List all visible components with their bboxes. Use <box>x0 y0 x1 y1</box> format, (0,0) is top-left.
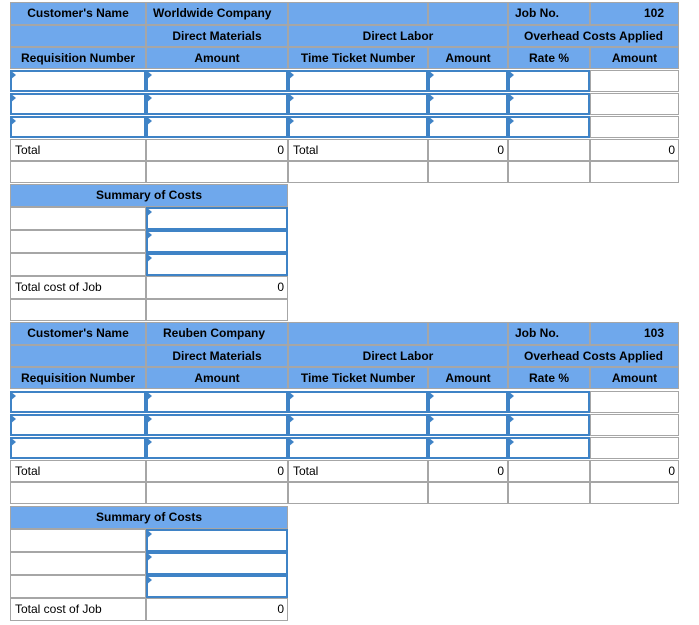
blank-cell <box>590 482 679 504</box>
summary-label-cell <box>10 552 146 575</box>
total-cost-of-job-label: Total cost of Job <box>10 276 146 299</box>
dm-amount-input[interactable] <box>146 70 288 92</box>
requisition-number-header: Requisition Number <box>10 47 146 69</box>
dm-amount-input[interactable] <box>146 391 288 413</box>
dm-amount-input[interactable] <box>146 414 288 436</box>
time-ticket-input[interactable] <box>288 391 428 413</box>
requisition-number-input[interactable] <box>10 116 146 138</box>
rate-input[interactable] <box>508 437 590 459</box>
rate-header: Rate % <box>508 47 590 69</box>
customer-name-value: Worldwide Company <box>146 2 288 25</box>
summary-amount-input[interactable] <box>146 253 288 276</box>
dl-amount-header: Amount <box>428 367 508 389</box>
requisition-number-input[interactable] <box>10 414 146 436</box>
blank-cell <box>10 482 146 504</box>
oh-amount-cell <box>590 391 679 413</box>
time-ticket-input[interactable] <box>288 70 428 92</box>
summary-amount-input[interactable] <box>146 207 288 230</box>
direct-materials-header: Direct Materials <box>146 345 288 367</box>
summary-amount-input[interactable] <box>146 575 288 598</box>
rate-input[interactable] <box>508 70 590 92</box>
summary-label-cell <box>10 253 146 276</box>
blank-cell <box>146 482 288 504</box>
dm-total-label: Total <box>10 139 146 161</box>
oh-amount-cell <box>590 93 679 115</box>
rate-input[interactable] <box>508 116 590 138</box>
summary-of-costs-header: Summary of Costs <box>10 506 288 529</box>
time-ticket-input[interactable] <box>288 116 428 138</box>
oh-amount-header: Amount <box>590 367 679 389</box>
blank-cell <box>590 161 679 183</box>
summary-amount-input[interactable] <box>146 529 288 552</box>
job-no-value: 103 <box>590 322 679 345</box>
blank-cell <box>508 161 590 183</box>
dl-amount-header: Amount <box>428 47 508 69</box>
header-blank <box>428 2 508 25</box>
dl-amount-input[interactable] <box>428 437 508 459</box>
job-no-label: Job No. <box>508 2 590 25</box>
customer-name-label: Customer's Name <box>10 2 146 25</box>
oh-total-blank <box>508 460 590 482</box>
oh-amount-cell <box>590 414 679 436</box>
dl-amount-input[interactable] <box>428 414 508 436</box>
time-ticket-input[interactable] <box>288 437 428 459</box>
rate-input[interactable] <box>508 93 590 115</box>
header-blank <box>10 345 146 367</box>
total-cost-of-job-label: Total cost of Job <box>10 598 146 621</box>
dm-total-value: 0 <box>146 460 288 482</box>
oh-amount-header: Amount <box>590 47 679 69</box>
time-ticket-header: Time Ticket Number <box>288 367 428 389</box>
summary-label-cell <box>10 207 146 230</box>
rate-input[interactable] <box>508 391 590 413</box>
blank-cell <box>428 161 508 183</box>
summary-label-cell <box>10 575 146 598</box>
oh-amount-cell <box>590 116 679 138</box>
header-blank <box>288 322 428 345</box>
customer-name-value: Reuben Company <box>146 322 288 345</box>
dl-total-value: 0 <box>428 139 508 161</box>
dl-total-label: Total <box>288 139 428 161</box>
direct-materials-header: Direct Materials <box>146 25 288 47</box>
dm-amount-input[interactable] <box>146 93 288 115</box>
blank-cell <box>146 299 288 321</box>
dm-total-label: Total <box>10 460 146 482</box>
blank-cell <box>288 482 428 504</box>
dl-total-value: 0 <box>428 460 508 482</box>
dl-amount-input[interactable] <box>428 70 508 92</box>
total-cost-of-job-value: 0 <box>146 276 288 299</box>
time-ticket-header: Time Ticket Number <box>288 47 428 69</box>
dl-amount-input[interactable] <box>428 116 508 138</box>
dl-amount-input[interactable] <box>428 391 508 413</box>
requisition-number-input[interactable] <box>10 93 146 115</box>
rate-input[interactable] <box>508 414 590 436</box>
blank-cell <box>10 161 146 183</box>
overhead-header: Overhead Costs Applied <box>508 345 679 367</box>
dm-amount-header: Amount <box>146 47 288 69</box>
blank-cell <box>10 299 146 321</box>
time-ticket-input[interactable] <box>288 414 428 436</box>
summary-label-cell <box>10 529 146 552</box>
dl-total-label: Total <box>288 460 428 482</box>
dl-amount-input[interactable] <box>428 93 508 115</box>
dm-amount-input[interactable] <box>146 116 288 138</box>
requisition-number-input[interactable] <box>10 437 146 459</box>
direct-labor-header: Direct Labor <box>288 25 508 47</box>
blank-cell <box>288 161 428 183</box>
summary-amount-input[interactable] <box>146 552 288 575</box>
dm-amount-header: Amount <box>146 367 288 389</box>
job-no-value: 102 <box>590 2 679 25</box>
direct-labor-header: Direct Labor <box>288 345 508 367</box>
requisition-number-input[interactable] <box>10 70 146 92</box>
header-blank <box>288 2 428 25</box>
oh-total-value: 0 <box>590 139 679 161</box>
summary-of-costs-header: Summary of Costs <box>10 184 288 207</box>
requisition-number-header: Requisition Number <box>10 367 146 389</box>
total-cost-of-job-value: 0 <box>146 598 288 621</box>
requisition-number-input[interactable] <box>10 391 146 413</box>
job-no-label: Job No. <box>508 322 590 345</box>
blank-cell <box>508 482 590 504</box>
overhead-header: Overhead Costs Applied <box>508 25 679 47</box>
summary-label-cell <box>10 230 146 253</box>
oh-amount-cell <box>590 437 679 459</box>
customer-name-label: Customer's Name <box>10 322 146 345</box>
blank-cell <box>428 482 508 504</box>
time-ticket-input[interactable] <box>288 93 428 115</box>
summary-amount-input[interactable] <box>146 230 288 253</box>
oh-total-blank <box>508 139 590 161</box>
blank-cell <box>146 161 288 183</box>
oh-total-value: 0 <box>590 460 679 482</box>
dm-amount-input[interactable] <box>146 437 288 459</box>
oh-amount-cell <box>590 70 679 92</box>
rate-header: Rate % <box>508 367 590 389</box>
header-blank <box>428 322 508 345</box>
header-blank <box>10 25 146 47</box>
dm-total-value: 0 <box>146 139 288 161</box>
